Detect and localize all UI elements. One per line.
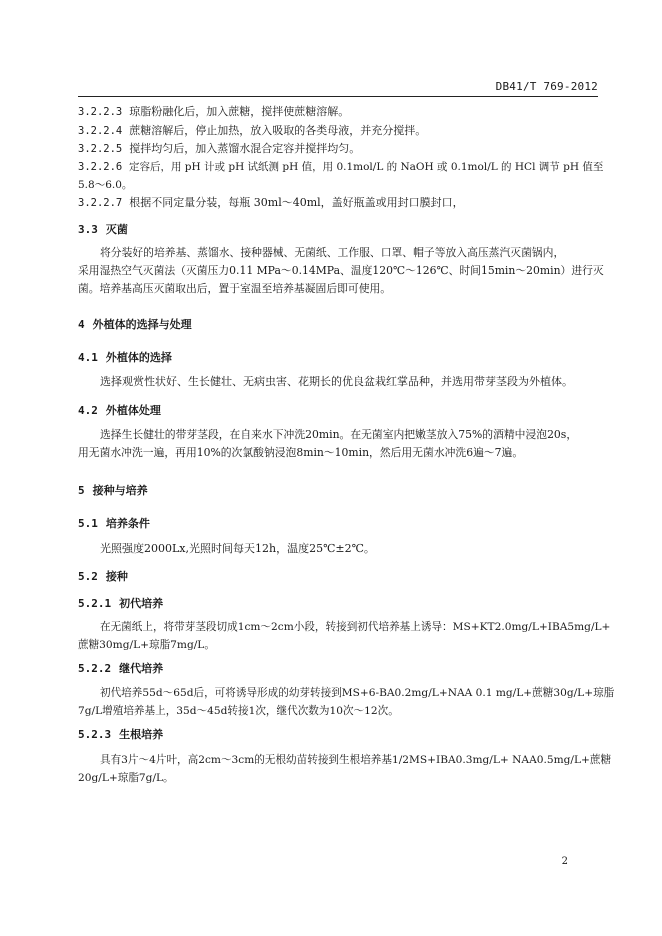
section-number: 5.1	[78, 517, 98, 530]
paragraph-4-1	[78, 373, 598, 391]
paragraph-line: 菌。培养基高压灭菌取出后，置于室温至培养基凝固后即可使用。	[78, 282, 392, 295]
paragraph-line: 选择观赏性状好、生长健壮、无病虫害、花期长的优良盆栽红掌品种，并选用带芽茎段为外植体。	[100, 375, 573, 388]
section-number: 5.2.2	[78, 662, 112, 675]
document-code: DB41/T 769-2012	[495, 80, 598, 93]
paragraph-line: 具有3片～4片叶，高2cm～3cm的无根幼苗转接到生根培养基1/2MS+IBA0.3mg/L+ NAA0.5mg/L+蔗糖	[100, 754, 612, 766]
paragraph-line: 20g/L+琼脂7g/L。	[78, 772, 174, 784]
paragraph-line: 选择生长健壮的带芽茎段，在自来水下冲洗20min。在无菌室内把嫩茎放入75%的酒精中浸泡20s，	[100, 428, 578, 441]
section-number: 5.2.3	[78, 728, 112, 741]
paragraph-4-2	[78, 426, 598, 462]
clause-number: 3.2.2.6	[78, 161, 123, 173]
section-number: 4.2	[78, 404, 98, 417]
clause-3-2-2-5	[78, 140, 598, 158]
paragraph-5-1	[78, 540, 598, 558]
section-heading-4-2	[78, 402, 598, 420]
clause-3-2-2-3	[78, 103, 598, 121]
clause-text: 琼脂粉融化后，加入蔗糖，搅拌使蔗糖溶解。	[129, 105, 350, 118]
header-rule	[78, 96, 598, 97]
paragraph-5-2-2	[78, 684, 615, 720]
paragraph-5-2-3	[78, 751, 612, 787]
clause-number: 3.2.2.4	[78, 125, 123, 137]
section-title: 接种与培养	[92, 484, 148, 497]
section-heading-3-3	[78, 221, 598, 239]
section-number: 5	[78, 484, 85, 497]
clause-number: 3.2.2.3	[78, 106, 123, 118]
section-heading-5	[78, 482, 598, 500]
section-heading-5-1	[78, 515, 598, 533]
section-title: 接种	[105, 570, 128, 583]
clause-text: 根据不同定量分装，每瓶 30ml～40ml，盖好瓶盖或用封口膜封口，	[129, 196, 464, 209]
clause-number: 3.2.2.5	[78, 143, 123, 155]
section-number: 5.2	[78, 570, 98, 583]
clause-3-2-2-7	[78, 194, 598, 212]
paragraph-5-2-1	[78, 618, 611, 654]
paragraph-line: 采用湿热空气灭菌法（灭菌压力0.11 MPa～0.14MPa、温度120℃～126℃、时间15min～20min）进行灭	[78, 264, 604, 277]
clause-3-2-2-4	[78, 122, 598, 140]
section-heading-5-2-3	[78, 726, 598, 744]
paragraph-line: 将分装好的培养基、蒸馏水、接种器械、无菌纸、工作服、口罩、帽子等放入高压蒸汽灭菌锅内，	[100, 246, 565, 259]
section-title: 生根培养	[119, 728, 164, 741]
section-heading-5-2-1	[78, 595, 598, 613]
section-title: 外植体的选择与处理	[92, 318, 192, 331]
section-number: 4	[78, 318, 85, 331]
section-heading-5-2	[78, 568, 598, 586]
section-title: 外植体处理	[105, 404, 161, 417]
section-title: 培养条件	[105, 517, 150, 530]
section-title: 外植体的选择	[105, 351, 172, 364]
paragraph-line: 光照强度2000Lx,光照时间每天12h，温度25℃±2℃。	[100, 542, 375, 555]
section-number: 3.3	[78, 223, 98, 236]
paragraph-3-3	[78, 244, 604, 298]
clause-text: 蔗糖溶解后，停止加热，放入吸取的各类母液，并充分搅拌。	[129, 124, 427, 137]
clause-text-line1: 定容后，用 pH 计或 pH 试纸测 pH 值，用 0.1mol/L 的 NaOH 或 0.1mol/L 的 HCl 调节 pH 值至	[128, 161, 604, 173]
paragraph-line: 初代培养55d～65d后，可将诱导形成的幼芽转接到MS+6-BA0.2mg/L+NAA 0.1 mg/L+蔗糖30g/L+琼脂	[100, 687, 615, 699]
clause-text-line2: 5.8～6.0。	[78, 179, 133, 191]
section-number: 5.2.1	[78, 597, 112, 610]
section-title: 初代培养	[119, 597, 164, 610]
paragraph-line: 用无菌水冲洗一遍，再用10%的次氯酸钠浸泡8min～10min，然后用无菌水冲洗6遍～7遍。	[78, 446, 524, 459]
clause-3-2-2-6	[78, 158, 604, 194]
paragraph-line: 7g/L增殖培养基上，35d～45d转接1次，继代次数为10次～12次。	[78, 705, 399, 717]
clause-text: 搅拌均匀后，加入蒸馏水混合定容并搅拌均匀。	[129, 142, 361, 155]
section-heading-4-1	[78, 349, 598, 367]
page-number: 2	[561, 856, 568, 867]
section-number: 4.1	[78, 351, 98, 364]
section-heading-4	[78, 316, 598, 334]
paragraph-line: 蔗糖30mg/L+琼脂7mg/L。	[78, 639, 215, 651]
section-heading-5-2-2	[78, 660, 598, 678]
clause-number: 3.2.2.7	[78, 197, 123, 209]
paragraph-line: 在无菌纸上，将带芽茎段切成1cm～2cm小段，转接到初代培养基上诱导：MS+KT2.0mg/L+IBA5mg/L+	[100, 621, 611, 633]
section-title: 继代培养	[119, 662, 164, 675]
section-title: 灭菌	[105, 223, 128, 236]
